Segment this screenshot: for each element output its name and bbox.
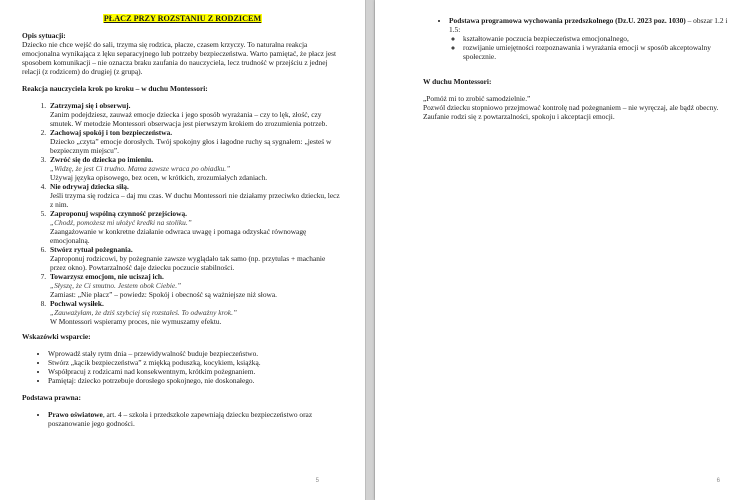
step-title: 7. Towarzysz emocjom, nie uciszaj ich. (50, 272, 164, 281)
montessori-heading: W duchu Montessori: (423, 77, 492, 86)
step-title: 5. Zaproponuj wspólną czynność przejściową. (50, 209, 188, 218)
step-quote: „Widzę, że jest Ci trudno. Mama zawsze wraca po obiadku.” (50, 164, 231, 173)
step-description: W Montessori wspieramy proces, nie wymuszamy efektu. (50, 317, 222, 326)
document-page-5 (0, 0, 365, 500)
step-title: 4. Nie odrywaj dziecka siłą. (50, 182, 129, 191)
curriculum-list (423, 16, 730, 61)
curriculum-area: – obszar 1.2 i 1.5: (449, 16, 728, 34)
page-number: 5 (315, 478, 319, 484)
page-number: 6 (716, 478, 720, 484)
curriculum-sublist (449, 34, 730, 61)
legal-act-text: , art. 4 – szkoła i przedszkole zapewniają dziecku bezpieczeństwo oraz poszanowanie jego godności. (48, 410, 313, 428)
page-content (423, 16, 730, 121)
step-item (48, 101, 343, 128)
steps-list (22, 101, 343, 326)
step-description: Jeśli trzyma się rodzica – daj mu czas. W duchu Montessori nie działamy przeciwko dziecku, lecz z nim. (50, 191, 340, 209)
step-item (48, 128, 343, 155)
curriculum-name: Podstawa programowa wychowania przedszkolnego (Dz.U. 2023 poz. 1030) (449, 16, 686, 25)
step-quote: „Słyszę, że Ci smutno. Jestem obok Ciebie.” (50, 281, 182, 290)
montessori-text: Pozwól dziecku stopniowo przejmować kontrolę nad pożegnaniem – nie wyręczaj, ale bądź obecny. Zaufanie rodzi się z powtarzalności, spokoju i akceptacji emocji. (423, 103, 719, 121)
step-description: Zaangażowanie w konkretne działanie odwraca uwagę i pomaga odzyskać równowagę emocjonalną. (50, 227, 307, 245)
step-title: 3. Zwróć się do dziecka po imieniu. (50, 155, 154, 164)
page-gap (365, 0, 375, 500)
step-title: 1. Zatrzymaj się i obserwuj. (50, 101, 131, 110)
step-item (48, 155, 343, 182)
step-quote: „Chodź, pomożesz mi ułożyć kredki na stoliku.” (50, 218, 192, 227)
situation-paragraph: Dziecko nie chce wejść do sali, trzyma się rodzica, płacze, czasem krzyczy. To naturalna reakcja emocjonalna wynikająca z lęku separacyjnego lub potrzeby bezpieczeństwa. Warto pamiętać, że płacz jest sposobem komunikacji – nie oznacza braku zaufania do nauczyciela, lecz trudność w przejściu z jednej relacji (z rodzicem) do drugiej (z grupą). (22, 40, 337, 76)
montessori-paragraph (423, 94, 730, 121)
step-description: Zaproponuj rodzicowi, by pożegnanie zawsze wyglądało tak samo (np. przytulas + machanie przez okno). Powtarzalność daje dziecku poczucie stabilności. (50, 254, 326, 272)
legal-heading: Podstawa prawna: (22, 393, 81, 402)
sub-list-item: ◦ kształtowanie poczucia bezpieczeństwa emocjonalnego, (463, 34, 730, 43)
document-page-6 (375, 0, 750, 500)
reaction-heading: Reakcja nauczyciela krok po kroku – w duchu Montessori: (22, 84, 208, 93)
list-item (449, 16, 730, 61)
step-description: Dziecko „czyta” emocje dorosłych. Twój spokojny głos i łagodne ruchy są sygnałem: „jesteś w bezpiecznym miejscu”. (50, 137, 332, 155)
step-title: 2. Zachowaj spokój i ton bezpieczeństwa. (50, 128, 173, 137)
step-title: 6. Stwórz rytuał pożegnania. (50, 245, 133, 254)
list-item (48, 410, 343, 428)
step-description: Zamiast: „Nie płacz” – powiedz: Spokój i obecność są ważniejsze niż słowa. (50, 290, 277, 299)
step-item (48, 245, 343, 272)
support-list (22, 349, 343, 385)
step-title: 8. Pochwal wysiłek. (50, 299, 104, 308)
page-content (22, 14, 343, 436)
step-item (48, 272, 343, 299)
list-item: • Wprowadź stały rytm dnia – przewidywalność buduje bezpieczeństwo. (48, 349, 343, 358)
step-quote: „Zauważyłam, że dziś szybciej się rozstałeś. To odważny krok.” (50, 308, 238, 317)
step-description: Używaj języka opisowego, bez ocen, w krótkich, zrozumiałych zdaniach. (50, 173, 268, 182)
list-item: • Stwórz „kącik bezpieczeństwa” z miękką poduszką, kocykiem, książką. (48, 358, 343, 367)
list-item: • Współpracuj z rodzicami nad konsekwentnym, krótkim pożegnaniem. (48, 367, 343, 376)
situation-heading: Opis sytuacji: (22, 31, 66, 40)
legal-list (22, 410, 343, 428)
step-item (48, 209, 343, 245)
montessori-quote: „Pomóż mi to zrobić samodzielnie.” (423, 94, 531, 103)
list-item: • Pamiętaj: dziecko potrzebuje dorosłego spokojnego, nie doskonałego. (48, 376, 343, 385)
step-item (48, 182, 343, 209)
step-description: Zanim podejdziesz, zauważ emocje dziecka i jego sposób wyrażania – czy to lęk, złość, czy smutek. W metodzie Montessori obserwacja jest pierwszym krokiem do zrozumienia potrzeb. (50, 110, 328, 128)
legal-act-name: Prawo oświatowe (48, 410, 103, 419)
sub-list-item: ◦ rozwijanie umiejętności rozpoznawania i wyrażania emocji w sposób akceptowalny społecznie. (463, 43, 730, 61)
step-item (48, 299, 343, 326)
support-heading: Wskazówki wsparcie: (22, 332, 91, 341)
document-title: PŁACZ PRZY ROZSTANIU Z RODZICEM (103, 14, 262, 23)
